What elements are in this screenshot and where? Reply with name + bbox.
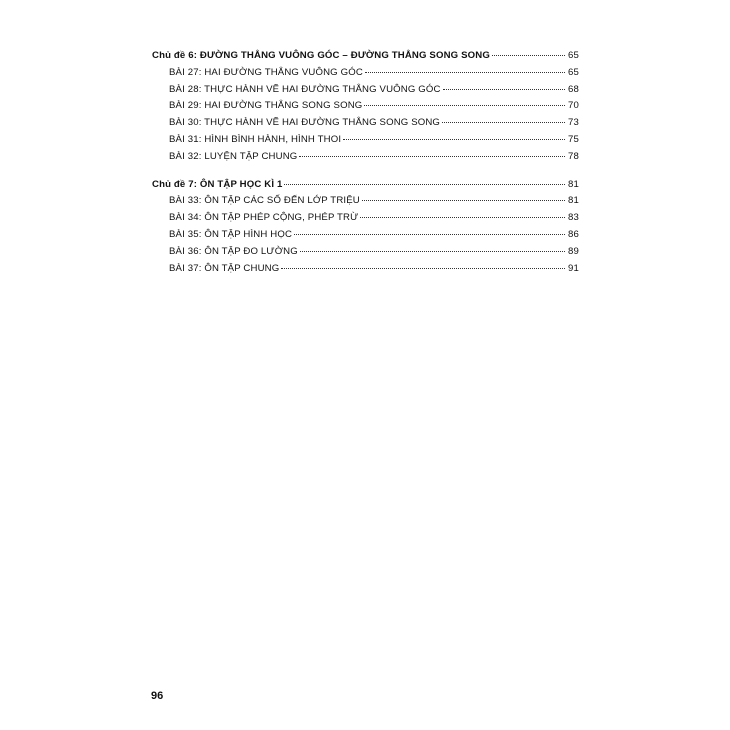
dot-leader <box>442 122 565 123</box>
chapter-heading <box>152 50 579 67</box>
table-of-contents <box>152 50 579 290</box>
lesson-page-number: 83 <box>568 212 579 224</box>
dot-leader <box>492 55 565 56</box>
lesson-page-number: 65 <box>568 66 579 78</box>
lesson-entry <box>152 151 579 168</box>
lesson-page-number: 68 <box>568 83 579 95</box>
lesson-title: BÀI 37: ÔN TẬP CHUNG <box>169 262 280 274</box>
dot-leader <box>365 72 565 73</box>
lesson-title: BÀI 27: HAI ĐƯỜNG THẲNG VUÔNG GÓC <box>169 66 363 78</box>
dot-leader <box>300 251 565 252</box>
lesson-title: BÀI 31: HÌNH BÌNH HÀNH, HÌNH THOI <box>169 133 342 145</box>
lesson-entry <box>152 67 579 84</box>
lesson-title: BÀI 28: THỰC HÀNH VẼ HAI ĐƯỜNG THẲNG VUÔNG GÓC <box>169 83 441 95</box>
chapter-title: Chủ đề 7: ÔN TẬP HỌC KÌ 1 <box>152 178 283 190</box>
lesson-entry <box>152 100 579 117</box>
lesson-page-number: 75 <box>568 133 579 145</box>
chapter-title: Chủ đề 6: ĐƯỜNG THẲNG VUÔNG GÓC – ĐƯỜNG THẲNG SONG SONG <box>152 50 490 61</box>
lesson-page-number: 78 <box>568 150 579 162</box>
chapter-page-number: 65 <box>568 50 579 61</box>
lesson-title: BÀI 35: ÔN TẬP HÌNH HỌC <box>169 228 293 240</box>
lesson-title: BÀI 32: LUYỆN TẬP CHUNG <box>169 150 298 162</box>
lesson-title: BÀI 29: HAI ĐƯỜNG THẲNG SONG SONG <box>169 100 363 112</box>
lesson-entry <box>152 229 579 246</box>
dot-leader <box>299 156 565 157</box>
dot-leader <box>281 268 565 269</box>
dot-leader <box>360 217 565 218</box>
lesson-title: BÀI 34: ÔN TẬP PHÉP CỘNG, PHÉP TRỪ <box>169 212 359 224</box>
lesson-page-number: 70 <box>568 100 579 112</box>
dot-leader <box>362 200 565 201</box>
dot-leader <box>284 184 565 185</box>
lesson-entry <box>152 134 579 151</box>
dot-leader <box>294 234 565 235</box>
toc-section-6 <box>152 50 579 168</box>
dot-leader <box>443 89 565 90</box>
lesson-entry <box>152 263 579 280</box>
lesson-entry <box>152 212 579 229</box>
lesson-page-number: 86 <box>568 228 579 240</box>
lesson-page-number: 89 <box>568 245 579 257</box>
lesson-page-number: 81 <box>568 195 579 207</box>
lesson-entry <box>152 246 579 263</box>
lesson-page-number: 91 <box>568 262 579 274</box>
lesson-entry <box>152 195 579 212</box>
lesson-title: BÀI 33: ÔN TẬP CÁC SỐ ĐẾN LỚP TRIỆU <box>169 195 360 207</box>
lesson-entry <box>152 84 579 101</box>
dot-leader <box>343 139 565 140</box>
chapter-heading <box>152 179 579 196</box>
lesson-title: BÀI 36: ÔN TẬP ĐO LƯỜNG <box>169 245 298 257</box>
lesson-entry <box>152 117 579 134</box>
dot-leader <box>364 105 565 106</box>
lesson-page-number: 73 <box>568 117 579 129</box>
toc-section-7 <box>152 179 579 280</box>
page-number: 96 <box>151 690 164 702</box>
lesson-title: BÀI 30: THỰC HÀNH VẼ HAI ĐƯỜNG THẲNG SONG SONG <box>169 117 441 129</box>
chapter-page-number: 81 <box>568 178 579 190</box>
